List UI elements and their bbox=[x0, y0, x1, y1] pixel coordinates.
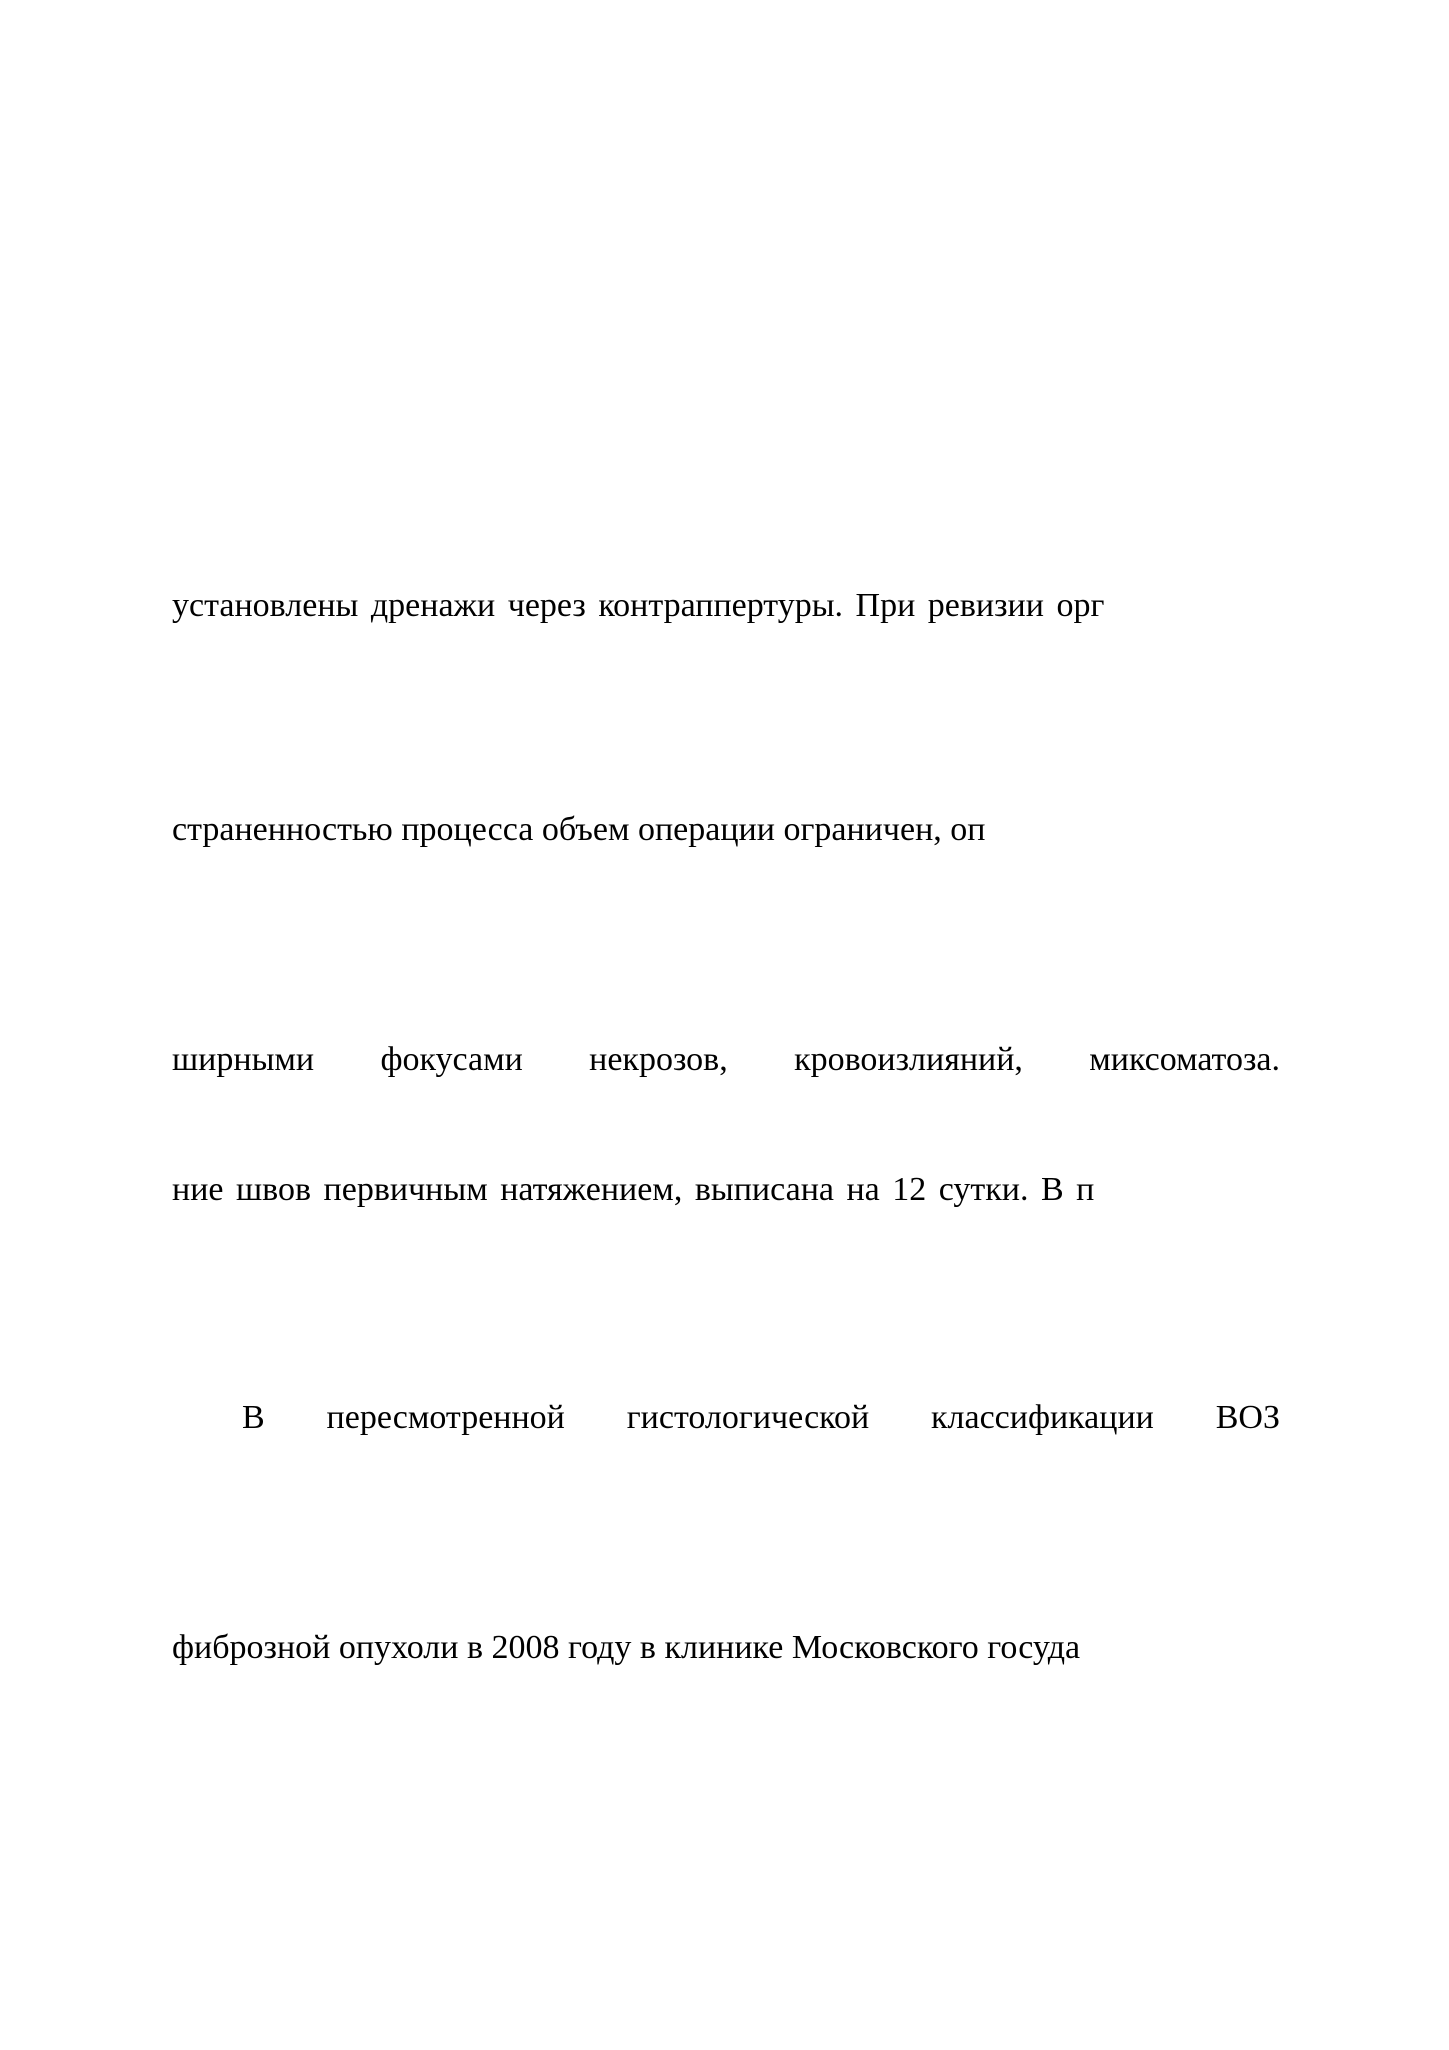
text-line-2: страненностью процесса объем операции ограничен, оп bbox=[172, 811, 986, 848]
text-line-3: ширными фокусами некрозов, кровоизлияний, миксоматоза. bbox=[172, 1041, 1280, 1078]
text-line-6: фиброзной опухоли в 2008 году в клинике Московского госуда bbox=[172, 1629, 1081, 1666]
text-line-5-paragraph-start: В пересмотренной гистологической классификации ВОЗ bbox=[242, 1399, 1280, 1436]
text-line-1: установлены дренажи через контраппертуры. При ревизии орг bbox=[172, 587, 1105, 624]
text-line-4: ние швов первичным натяжением, выписана на 12 сутки. В п bbox=[172, 1171, 1095, 1208]
